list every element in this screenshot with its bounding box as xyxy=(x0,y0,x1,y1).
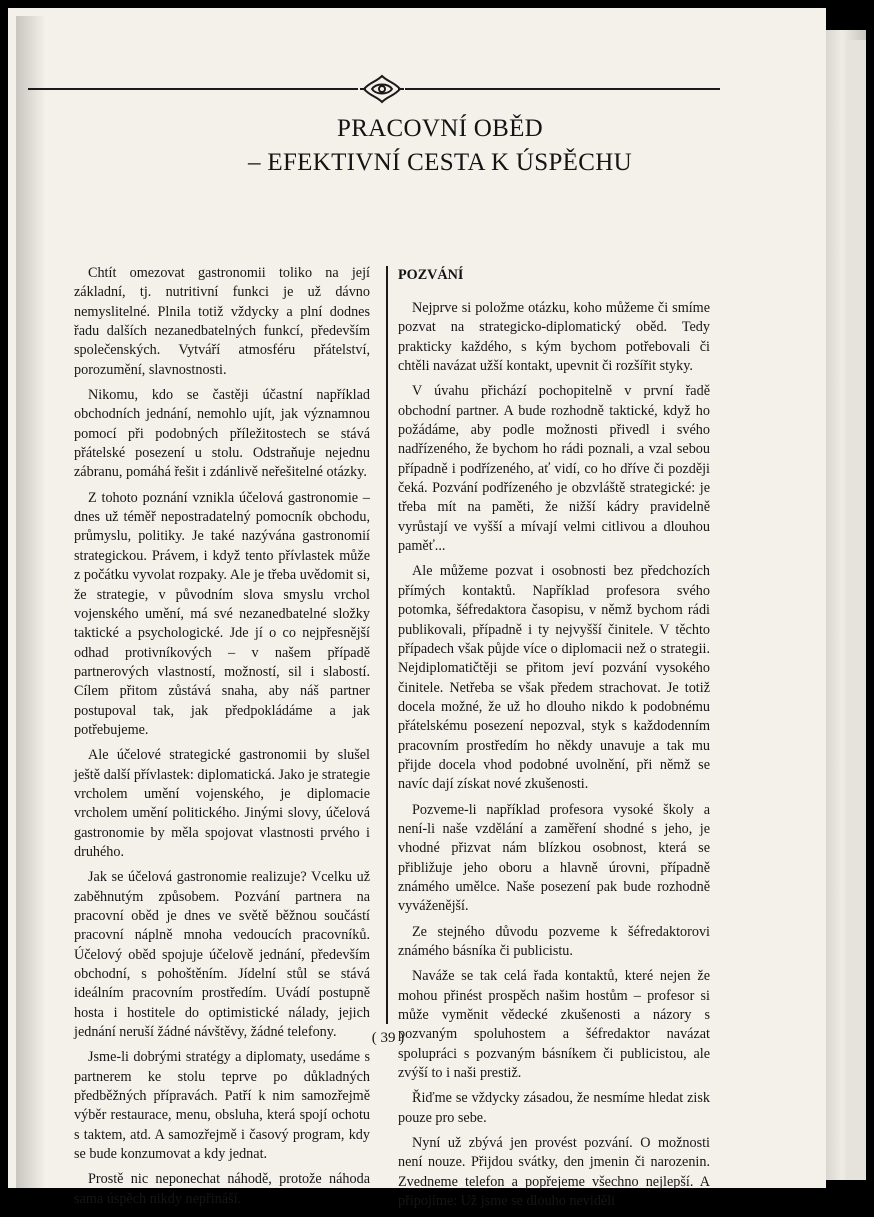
section-heading: POZVÁNÍ xyxy=(398,267,464,283)
paragraph: Ale účelové strategické gastronomii by slušel ještě další přívlastek: diplomatická. Jako je strategie vrcholem umění vojenského, je diplomacie vrcholem umění politického. Jinými slovy, účelová gastronomie by měla spojovat vlastnosti prvého i druhého. xyxy=(74,747,370,860)
paragraph: Naváže se tak celá řada kontaktů, které nejen že mohou přinést prospěch našim hostům – profesor si může vyměnit vědecké zkušenosti a názory s pozvaným spoluhostem a šéfredaktor navázat spolupráci s pozvaným básníkem či publicistou, ale zvýší to i naši prestiž. xyxy=(398,968,710,1082)
article-title-line2: – EFEKTIVNÍ CESTA K ÚSPĚCHU xyxy=(248,149,632,176)
paragraph: Ze stejného důvodu pozveme k šéfredaktorovi známého básníka či publicistu. xyxy=(398,923,710,959)
paragraph: Jsme-li dobrými stratégy a diplomaty, usedáme s partnerem ke stolu teprve po důkladných předběžných přípravách. Patří k nim samozřejmě výběr restaurace, menu, obsluha, která spojí ochotu s taktem, atd. A samozřejmě i časový program, kdy se bude konzumovat a kdy jednat. xyxy=(74,1049,370,1163)
paragraph: Prostě nic neponechat náhodě, protože náhoda sama úspěch nikdy nepřináší. xyxy=(74,1171,370,1207)
header-rule-right xyxy=(405,88,720,90)
paragraph: Ale můžeme pozvat i osobnosti bez předchozích přímých kontaktů. Například profesora svého potomka, šéfredaktora časopisu, v němž bychom rádi publikovali, případně i ty nejvyšší činitele. V těchto případech však půjde více o diplomacii než o strategii. Nejdiplomatičtěji se přitom jeví pozvání vysokého činitele. Netřeba se však předem strachovat. Je totiž docela možné, že už ho dlouho nikdo k podobnému přátelskému posezení nepozval, styk s každodenním pracovním prostředím ho někdy unavuje a tak mu přijde docela vhod podobné uvolnění, při němž se navíc dají získat nové zkušenosti. xyxy=(398,563,710,793)
paragraph: Jak se účelová gastronomie realizuje? Vcelku už zaběhnutým způsobem. Pozvání partnera na pracovní oběd je dnes ve světě běžnou součástí pracovní náplně mnoha vedoucích pracovníků. Účelový oběd spojuje účelově jednání, především obchodní, s pohoštěním. Jídelní stůl se stává ideálním pracovním prostředím. Uvádí postupně hosta i hostitele do optimistické nálady, jejich jednání neruší žádné návštěvy, žádné telefony. xyxy=(74,869,370,1041)
column-divider xyxy=(386,266,388,1024)
article-title-line1: PRACOVNÍ OBĚD xyxy=(337,115,543,142)
article-title xyxy=(150,112,730,180)
paragraph: Nyní už zbývá jen provést pozvání. O možnosti není nouze. Přijdou svátky, den jmenin či narozenin. Zvedneme telefon a popřejeme všechno nejlepší. A připojíme: Už jsme se dlouho neviděli xyxy=(398,1135,710,1210)
paragraph: V úvahu přichází pochopitelně v první řadě obchodní partner. A bude rozhodně taktické, když ho požádáme, aby podle možnosti přivedl i svého nadřízeného, že bychom ho rádi poznali, a vzal sebou případně i podřízeného, ať vidí, co ho dříve či později čeká. Pozvání podřízeného je obzvláště strategické: je třeba mít na paměti, že nižší kádry pravidelně vyrůstají ve vyšší a mívají velmi citlivou a dlouhou paměť... xyxy=(398,383,710,555)
knot-ornament-icon xyxy=(358,72,406,106)
paragraph: Z tohoto poznání vznikla účelová gastronomie – dnes už téměř nepostradatelný pomocník obchodu, průmyslu, politiky. Je také nazývána gastronomií strategickou. Právem, i když tento přívlastek může z počátku vyvolat rozpaky. Ale je třeba uvědomit si, že strategie, v původním slova smyslu vrchol vojenského umění, má své nezanedbatelné složky taktické a psychologické. Jde jí o co nejpřesnější odhad protivníkových – v našem případě partnerových vlastností, možností, sil i slabostí. Cílem přitom zůstává snaha, aby náš partner postupoval tak, jak předpokládáme a jak potřebujeme. xyxy=(74,489,370,738)
page-number: ( 39 ) xyxy=(371,1030,405,1046)
right-column xyxy=(398,266,710,1217)
header-rule-left xyxy=(28,88,358,90)
paragraph: Nikomu, kdo se častěji účastní například obchodních jednání, nemohlo ujít, jak významnou pomocí při podobných příležitostech se stává přátelské posezení u stolu. Odstraňuje nejednu zábranu, pomáhá řešit i zdánlivě neřešitelné otázky. xyxy=(74,387,370,481)
paragraph: Nejprve si položme otázku, koho můžeme či smíme pozvat na strategicko-diplomatický oběd. Tedy prakticky každého, s kým bychom potřebovali či chtěli navázat užší kontakt, upevnit či rozšířit styky. xyxy=(398,300,710,375)
paragraph: Chtít omezovat gastronomii toliko na její základní, tj. nutritivní funkci je už dávno nemyslitelné. Plnila totiž vždycky a plní dodnes řadu dalších nezanedbatelných funkcí, především společenských. Vytváří atmosféru přátelství, porozumění, slavnostnosti. xyxy=(74,265,370,378)
paragraph: Řiďme se vždycky zásadou, že nesmíme hledat zisk pouze pro sebe. xyxy=(398,1090,710,1126)
paragraph: Pozveme-li například profesora vysoké školy a není-li naše vzdělání a zaměření shodné s jeho, je vhodné přizvat nám blízkou osobnost, která se přibližuje jeho oboru a hlavně úrovni, případně známého umělce. Naše posezení pak bude rozhodně vyváženější. xyxy=(398,801,710,915)
page-edge-inner xyxy=(846,40,866,1180)
left-column xyxy=(74,264,370,1215)
gutter-shadow xyxy=(16,16,46,1196)
